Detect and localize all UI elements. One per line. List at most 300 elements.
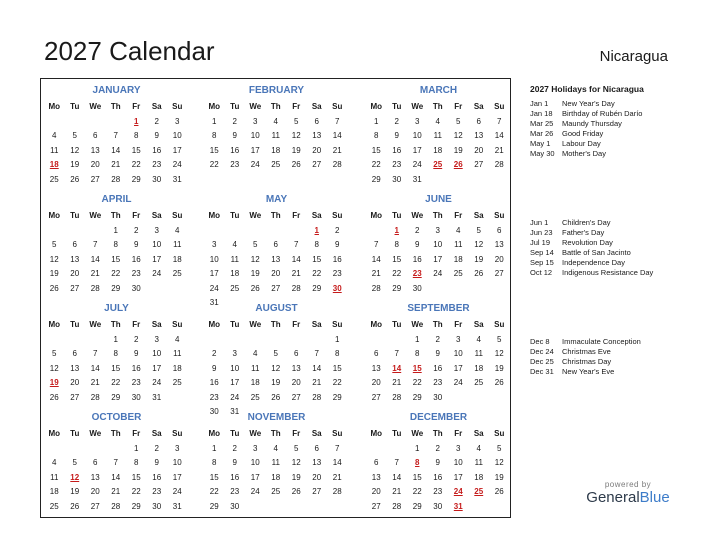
month-november	[204, 411, 349, 514]
day: 15	[131, 472, 141, 482]
day: 27	[90, 174, 100, 184]
weekday-header: Su	[494, 211, 505, 220]
day: 5	[497, 334, 502, 344]
weekday-header: Tu	[392, 429, 402, 438]
month-june	[366, 193, 511, 296]
day: 10	[453, 458, 463, 467]
day: 7	[335, 116, 340, 126]
month-day-grid	[44, 427, 189, 514]
weekday-header: Mo	[208, 429, 221, 438]
day: 28	[90, 392, 100, 402]
holiday-name: Battle of San Jacinto	[562, 248, 631, 257]
empty-cell	[85, 442, 106, 457]
weekday-header: We	[89, 320, 102, 329]
empty-cell	[106, 115, 127, 130]
day: 25	[172, 269, 182, 278]
day: 27	[271, 283, 281, 293]
day: 13	[291, 363, 301, 373]
day: 12	[494, 458, 504, 467]
day: 13	[271, 254, 281, 264]
day: 22	[332, 378, 342, 387]
day: 20	[371, 487, 381, 496]
day: 8	[314, 240, 319, 249]
day: 14	[111, 145, 121, 155]
day: 4	[476, 443, 481, 453]
day: 11	[433, 131, 442, 140]
empty-cell	[245, 224, 266, 239]
day: 28	[291, 283, 301, 293]
day: 13	[70, 254, 80, 264]
day: 15	[209, 145, 219, 155]
weekday-header: Tu	[70, 211, 80, 220]
day: 10	[172, 131, 182, 140]
day: 12	[49, 363, 59, 373]
day: 29	[412, 392, 422, 402]
day: 1	[212, 443, 217, 453]
holiday-name: Maundy Thursday	[562, 119, 622, 128]
holiday-date: Jan 18	[530, 109, 553, 118]
day: 13	[371, 363, 381, 373]
weekday-header: Fr	[292, 429, 301, 438]
holiday-day: 25	[433, 160, 443, 169]
holiday-day: 26	[453, 160, 463, 169]
day: 18	[433, 145, 443, 155]
empty-cell	[85, 224, 106, 239]
holiday-name: Children's Day	[562, 218, 611, 227]
holiday-row	[530, 228, 700, 238]
day: 7	[314, 349, 319, 358]
weekday-header: Sa	[473, 211, 484, 220]
day: 9	[394, 131, 399, 140]
day: 17	[433, 254, 443, 264]
day: 13	[371, 472, 381, 482]
day: 22	[412, 378, 422, 387]
day: 17	[453, 472, 463, 482]
weekday-header: Mo	[48, 429, 61, 438]
day: 11	[230, 254, 239, 264]
day: 9	[154, 131, 159, 140]
weekday-header: Th	[270, 211, 281, 220]
weekday-header: Th	[270, 429, 281, 438]
day: 29	[392, 283, 402, 293]
weekday-header: Mo	[208, 211, 221, 220]
day: 5	[456, 116, 461, 126]
day: 11	[271, 458, 280, 467]
weekday-header: Fr	[132, 102, 141, 111]
day: 28	[392, 501, 402, 511]
holiday-name: Christmas Day	[562, 357, 612, 366]
day: 21	[291, 269, 301, 278]
day: 12	[271, 363, 281, 373]
day: 17	[230, 378, 240, 387]
day: 27	[70, 392, 80, 402]
weekday-header: Th	[270, 102, 281, 111]
day: 27	[90, 501, 100, 511]
day: 1	[374, 116, 379, 126]
empty-cell	[44, 224, 65, 239]
day: 3	[154, 225, 159, 235]
day: 17	[250, 472, 260, 482]
month-name: JULY	[104, 303, 129, 314]
day: 2	[212, 349, 217, 358]
day: 7	[394, 349, 399, 358]
day: 15	[209, 472, 219, 482]
holiday-date: Oct 12	[530, 268, 553, 277]
holiday-name: Father's Day	[562, 228, 605, 237]
holiday-day: 12	[70, 472, 80, 482]
day: 3	[232, 349, 237, 358]
holiday-date: Dec 24	[530, 347, 554, 356]
day: 7	[394, 458, 399, 467]
day: 20	[70, 378, 80, 387]
day: 26	[250, 283, 260, 293]
month-day-grid	[366, 318, 511, 405]
day: 31	[209, 298, 219, 307]
day: 8	[113, 349, 118, 358]
holiday-row	[530, 357, 700, 367]
day: 13	[90, 472, 100, 482]
day: 15	[111, 363, 121, 373]
day: 17	[209, 269, 219, 278]
day: 24	[433, 269, 443, 278]
day: 28	[312, 392, 322, 402]
day: 26	[474, 269, 484, 278]
holiday-name: Good Friday	[562, 129, 604, 138]
day: 12	[474, 240, 484, 249]
day: 14	[291, 254, 301, 264]
empty-cell	[387, 333, 408, 348]
weekday-header: Th	[110, 320, 121, 329]
day: 21	[332, 472, 342, 482]
day: 29	[131, 501, 141, 511]
day: 20	[312, 472, 322, 482]
month-march	[366, 84, 511, 187]
day: 7	[335, 443, 340, 453]
holiday-date: May 30	[530, 149, 555, 158]
day: 8	[113, 240, 118, 249]
day: 9	[154, 458, 159, 467]
month-september	[366, 302, 511, 405]
day: 9	[415, 240, 420, 249]
day: 30	[131, 283, 141, 293]
day: 27	[474, 160, 484, 169]
holiday-list-title: 2027 Holidays for Nicaragua	[530, 84, 644, 94]
day: 29	[111, 392, 121, 402]
day: 6	[497, 225, 502, 235]
day: 11	[251, 363, 260, 373]
day: 5	[497, 443, 502, 453]
day: 17	[152, 363, 162, 373]
day: 15	[131, 145, 141, 155]
day: 14	[90, 363, 100, 373]
holiday-row	[530, 258, 700, 268]
day: 21	[332, 145, 342, 155]
weekday-header: Sa	[473, 429, 484, 438]
day: 7	[93, 240, 98, 249]
weekday-header: Su	[172, 429, 183, 438]
empty-cell	[65, 442, 86, 457]
day: 15	[371, 145, 381, 155]
weekday-header: Fr	[292, 102, 301, 111]
day: 23	[209, 392, 219, 402]
day: 6	[294, 349, 299, 358]
day: 9	[134, 349, 139, 358]
weekday-header: Th	[432, 102, 443, 111]
weekday-header: Su	[494, 429, 505, 438]
holiday-row	[530, 129, 700, 139]
day: 2	[134, 334, 139, 344]
day: 4	[273, 116, 278, 126]
weekday-header: Tu	[70, 320, 80, 329]
day: 10	[412, 131, 422, 140]
day: 21	[392, 487, 402, 496]
day: 14	[90, 254, 100, 264]
empty-cell	[44, 442, 65, 457]
holiday-day: 25	[474, 487, 484, 496]
weekday-header: Tu	[230, 211, 240, 220]
month-day-grid	[44, 209, 189, 296]
day: 21	[111, 160, 121, 169]
weekday-header: Th	[432, 211, 443, 220]
day: 14	[371, 254, 381, 264]
weekday-header: Su	[172, 211, 183, 220]
day: 12	[453, 131, 463, 140]
day: 14	[312, 363, 322, 373]
holiday-day: 31	[453, 501, 463, 511]
weekday-header: Tu	[392, 320, 402, 329]
day: 27	[70, 283, 80, 293]
weekday-header: Sa	[311, 211, 322, 220]
day: 4	[273, 443, 278, 453]
day: 16	[230, 145, 240, 155]
day: 3	[415, 116, 420, 126]
day: 7	[497, 116, 502, 126]
day: 27	[312, 160, 322, 169]
month-august	[204, 302, 349, 420]
weekday-header: We	[249, 320, 262, 329]
empty-cell	[225, 333, 246, 348]
day: 6	[314, 443, 319, 453]
month-name: JUNE	[425, 194, 452, 205]
day: 12	[291, 458, 301, 467]
weekday-header: Mo	[48, 320, 61, 329]
day: 27	[371, 392, 381, 402]
holiday-row	[530, 268, 700, 278]
weekday-header: We	[249, 429, 262, 438]
day: 24	[152, 269, 162, 278]
holiday-name: Labour Day	[562, 139, 601, 148]
day: 16	[131, 254, 141, 264]
day: 2	[435, 443, 440, 453]
day: 21	[111, 487, 121, 496]
month-december	[366, 411, 511, 514]
month-name: APRIL	[101, 194, 132, 205]
day: 24	[230, 392, 240, 402]
day: 12	[494, 349, 504, 358]
day: 26	[70, 174, 80, 184]
day: 20	[312, 145, 322, 155]
holiday-name: Immaculate Conception	[562, 337, 641, 346]
weekday-header: Tu	[392, 211, 402, 220]
day: 30	[230, 501, 240, 511]
day: 1	[415, 443, 420, 453]
month-day-grid	[366, 209, 511, 296]
weekday-header: Su	[332, 102, 343, 111]
day: 31	[412, 174, 422, 184]
day: 3	[175, 116, 180, 126]
day: 24	[172, 160, 182, 169]
holiday-day: 30	[332, 283, 342, 293]
day: 1	[335, 334, 340, 344]
day: 4	[232, 240, 237, 249]
day: 17	[453, 363, 463, 373]
holiday-date: Mar 25	[530, 119, 554, 128]
day: 25	[271, 160, 281, 169]
day: 3	[175, 443, 180, 453]
day: 2	[232, 443, 237, 453]
day: 26	[494, 378, 504, 387]
day: 21	[312, 378, 322, 387]
day: 19	[494, 472, 504, 482]
day: 2	[134, 225, 139, 235]
day: 8	[394, 240, 399, 249]
month-name: DECEMBER	[409, 412, 468, 423]
holiday-row	[530, 139, 700, 149]
day: 5	[72, 458, 77, 467]
day: 25	[271, 487, 281, 496]
weekday-header: We	[89, 429, 102, 438]
day: 1	[212, 116, 217, 126]
day: 24	[250, 160, 260, 169]
month-october	[44, 411, 189, 514]
day: 18	[172, 254, 182, 264]
day: 8	[134, 458, 139, 467]
day: 19	[250, 269, 260, 278]
day: 1	[415, 334, 420, 344]
day: 23	[433, 487, 443, 496]
month-name: MARCH	[419, 85, 458, 96]
day: 21	[90, 269, 100, 278]
day: 22	[209, 487, 219, 496]
weekday-header: Tu	[230, 429, 240, 438]
day: 16	[131, 363, 141, 373]
day: 12	[49, 254, 59, 264]
day: 11	[474, 349, 483, 358]
day: 21	[494, 145, 504, 155]
day: 7	[374, 240, 379, 249]
day: 13	[474, 131, 484, 140]
day: 10	[453, 349, 463, 358]
weekday-header: Sa	[151, 320, 162, 329]
weekday-header: Th	[110, 102, 121, 111]
day: 10	[172, 458, 182, 467]
day: 15	[332, 363, 342, 373]
day: 11	[173, 349, 182, 358]
month-name: OCTOBER	[91, 412, 142, 423]
day: 18	[271, 472, 281, 482]
day: 26	[291, 487, 301, 496]
weekday-header: Tu	[230, 102, 240, 111]
holiday-day: 1	[134, 116, 139, 126]
day: 7	[113, 131, 118, 140]
day: 24	[209, 283, 219, 293]
day: 31	[172, 174, 182, 184]
day: 28	[111, 501, 121, 511]
day: 30	[433, 392, 443, 402]
day: 10	[152, 240, 162, 249]
holiday-row	[530, 99, 700, 109]
day: 20	[90, 160, 100, 169]
day: 13	[90, 145, 100, 155]
day: 27	[494, 269, 504, 278]
day: 3	[154, 334, 159, 344]
day: 13	[494, 240, 504, 249]
holiday-row	[530, 109, 700, 119]
weekday-header: Sa	[473, 320, 484, 329]
day: 8	[134, 131, 139, 140]
day: 1	[113, 225, 118, 235]
empty-cell	[65, 333, 86, 348]
day: 28	[494, 160, 504, 169]
weekday-header: Fr	[132, 320, 141, 329]
day: 25	[49, 174, 59, 184]
empty-cell	[387, 442, 408, 457]
day: 16	[433, 363, 443, 373]
weekday-header: Mo	[370, 211, 383, 220]
month-july	[44, 302, 189, 405]
day: 30	[152, 501, 162, 511]
day: 3	[253, 443, 258, 453]
holiday-day: 19	[49, 378, 59, 387]
logo-blue: Blue	[639, 489, 670, 506]
day: 5	[476, 225, 481, 235]
day: 27	[371, 501, 381, 511]
day: 2	[415, 225, 420, 235]
day: 22	[412, 487, 422, 496]
day: 24	[412, 160, 422, 169]
day: 23	[131, 269, 141, 278]
day: 4	[456, 225, 461, 235]
day: 1	[113, 334, 118, 344]
day: 13	[70, 363, 80, 373]
empty-cell	[65, 115, 86, 130]
month-day-grid	[44, 318, 189, 405]
holiday-name: Independence Day	[562, 258, 625, 267]
holiday-date: May 1	[530, 139, 551, 148]
empty-cell	[225, 224, 246, 239]
day: 25	[453, 269, 463, 278]
day: 11	[271, 131, 280, 140]
weekday-header: Mo	[370, 429, 383, 438]
day: 22	[111, 378, 121, 387]
weekday-header: Mo	[370, 102, 383, 111]
weekday-header: Sa	[311, 320, 322, 329]
day: 19	[453, 145, 463, 155]
day: 28	[392, 392, 402, 402]
holiday-list-group-1	[530, 84, 700, 159]
day: 13	[312, 458, 322, 467]
weekday-header: We	[89, 102, 102, 111]
day: 20	[271, 269, 281, 278]
day: 6	[72, 349, 77, 358]
day: 5	[273, 349, 278, 358]
empty-cell	[44, 115, 65, 130]
day: 6	[374, 349, 379, 358]
weekday-header: Fr	[454, 320, 463, 329]
day: 22	[111, 269, 121, 278]
day: 29	[111, 283, 121, 293]
day: 20	[70, 269, 80, 278]
